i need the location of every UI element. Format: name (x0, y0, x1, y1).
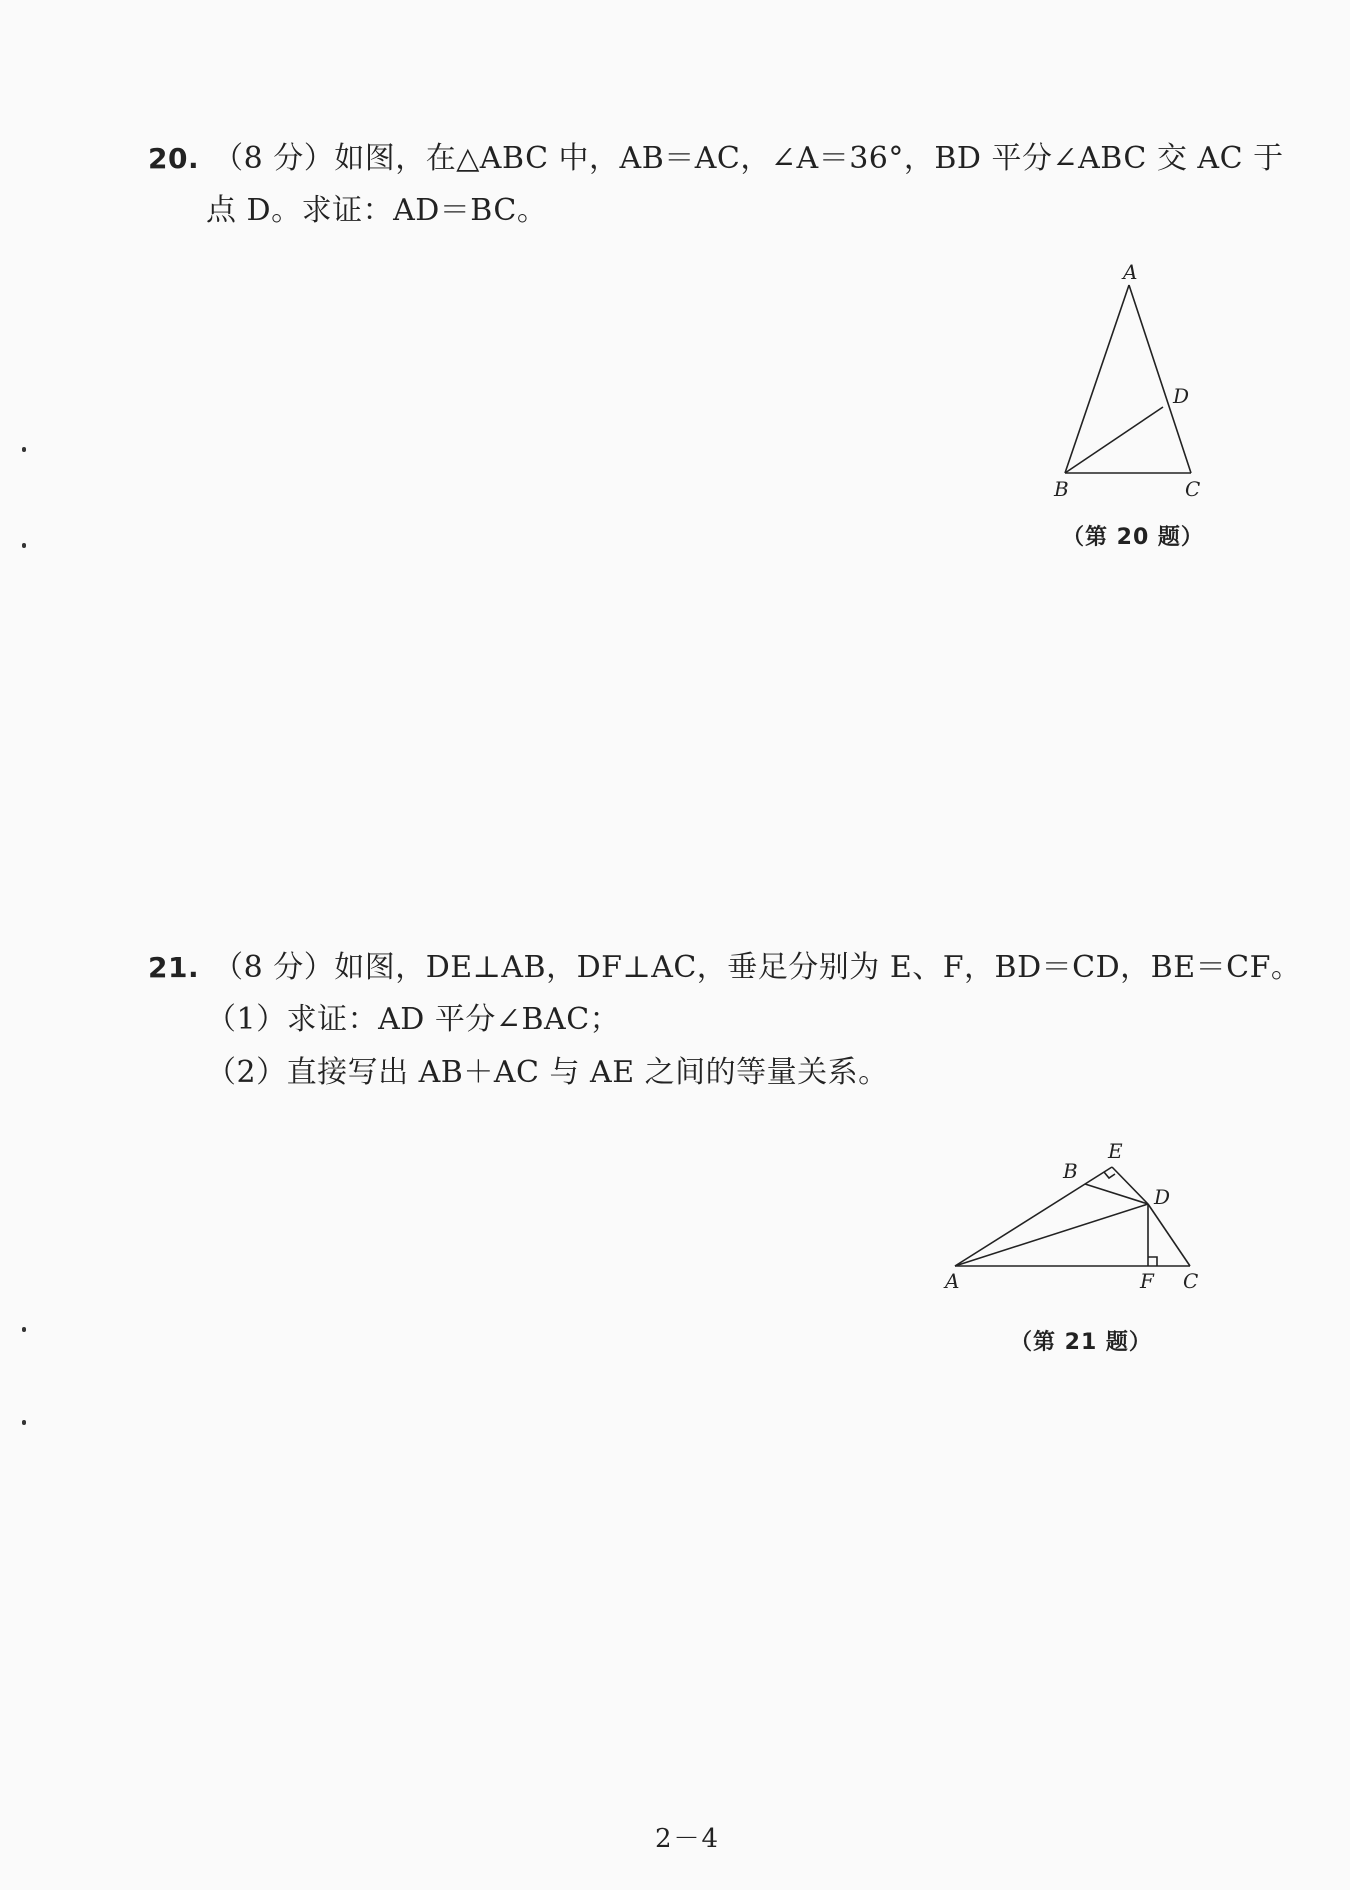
segment-bd-20 (1065, 407, 1163, 473)
problem-20-line-1 (148, 141, 1284, 176)
label-c-20: C (1185, 477, 1201, 501)
binding-mark (22, 543, 26, 548)
problem-21-number: 21. (148, 951, 200, 984)
label-a-21: A (945, 1269, 960, 1293)
right-angle-mark-e (1104, 1172, 1115, 1178)
problem-21-part-2: （2）直接写出 AB＋AC 与 AE 之间的等量关系。 (206, 1055, 889, 1090)
problem-21-part-1: （1）求证：AD 平分∠BAC； (206, 1002, 621, 1037)
page-number: 2－4 (655, 1824, 721, 1854)
binding-mark (22, 447, 26, 452)
segment-ab-20 (1065, 285, 1129, 473)
segment-ac-20 (1129, 285, 1191, 473)
problem-20-number: 20. (148, 142, 200, 175)
binding-mark (22, 1420, 26, 1425)
problem-20-text-1: （8 分）如图，在△ABC 中，AB＝AC，∠A＝36°，BD 平分∠ABC 交 AC 于 (213, 141, 1284, 176)
label-a-20: A (1123, 260, 1138, 284)
segment-ae-21 (955, 1167, 1112, 1266)
segment-ad-21 (955, 1204, 1148, 1266)
label-b-21: B (1063, 1159, 1078, 1183)
binding-mark (22, 1327, 26, 1332)
problem-20-figure (1040, 255, 1220, 505)
label-e-21: E (1108, 1139, 1123, 1163)
problem-21-line-1 (148, 950, 1302, 985)
label-c-21: C (1183, 1269, 1199, 1293)
label-b-20: B (1054, 477, 1069, 501)
problem-21-caption: （第 21 题） (1010, 1330, 1152, 1355)
label-d-20: D (1173, 384, 1190, 408)
problem-21-figure (940, 1125, 1220, 1300)
problem-21-text-1: （8 分）如图，DE⊥AB，DF⊥AC，垂足分别为 E、F，BD＝CD，BE＝CF。 (213, 950, 1302, 985)
label-f-21: F (1140, 1269, 1154, 1293)
right-angle-mark-f (1148, 1257, 1157, 1266)
problem-20-line-2: 点 D。求证：AD＝BC。 (206, 193, 548, 228)
label-d-21: D (1154, 1185, 1171, 1209)
problem-20-caption: （第 20 题） (1062, 525, 1204, 550)
